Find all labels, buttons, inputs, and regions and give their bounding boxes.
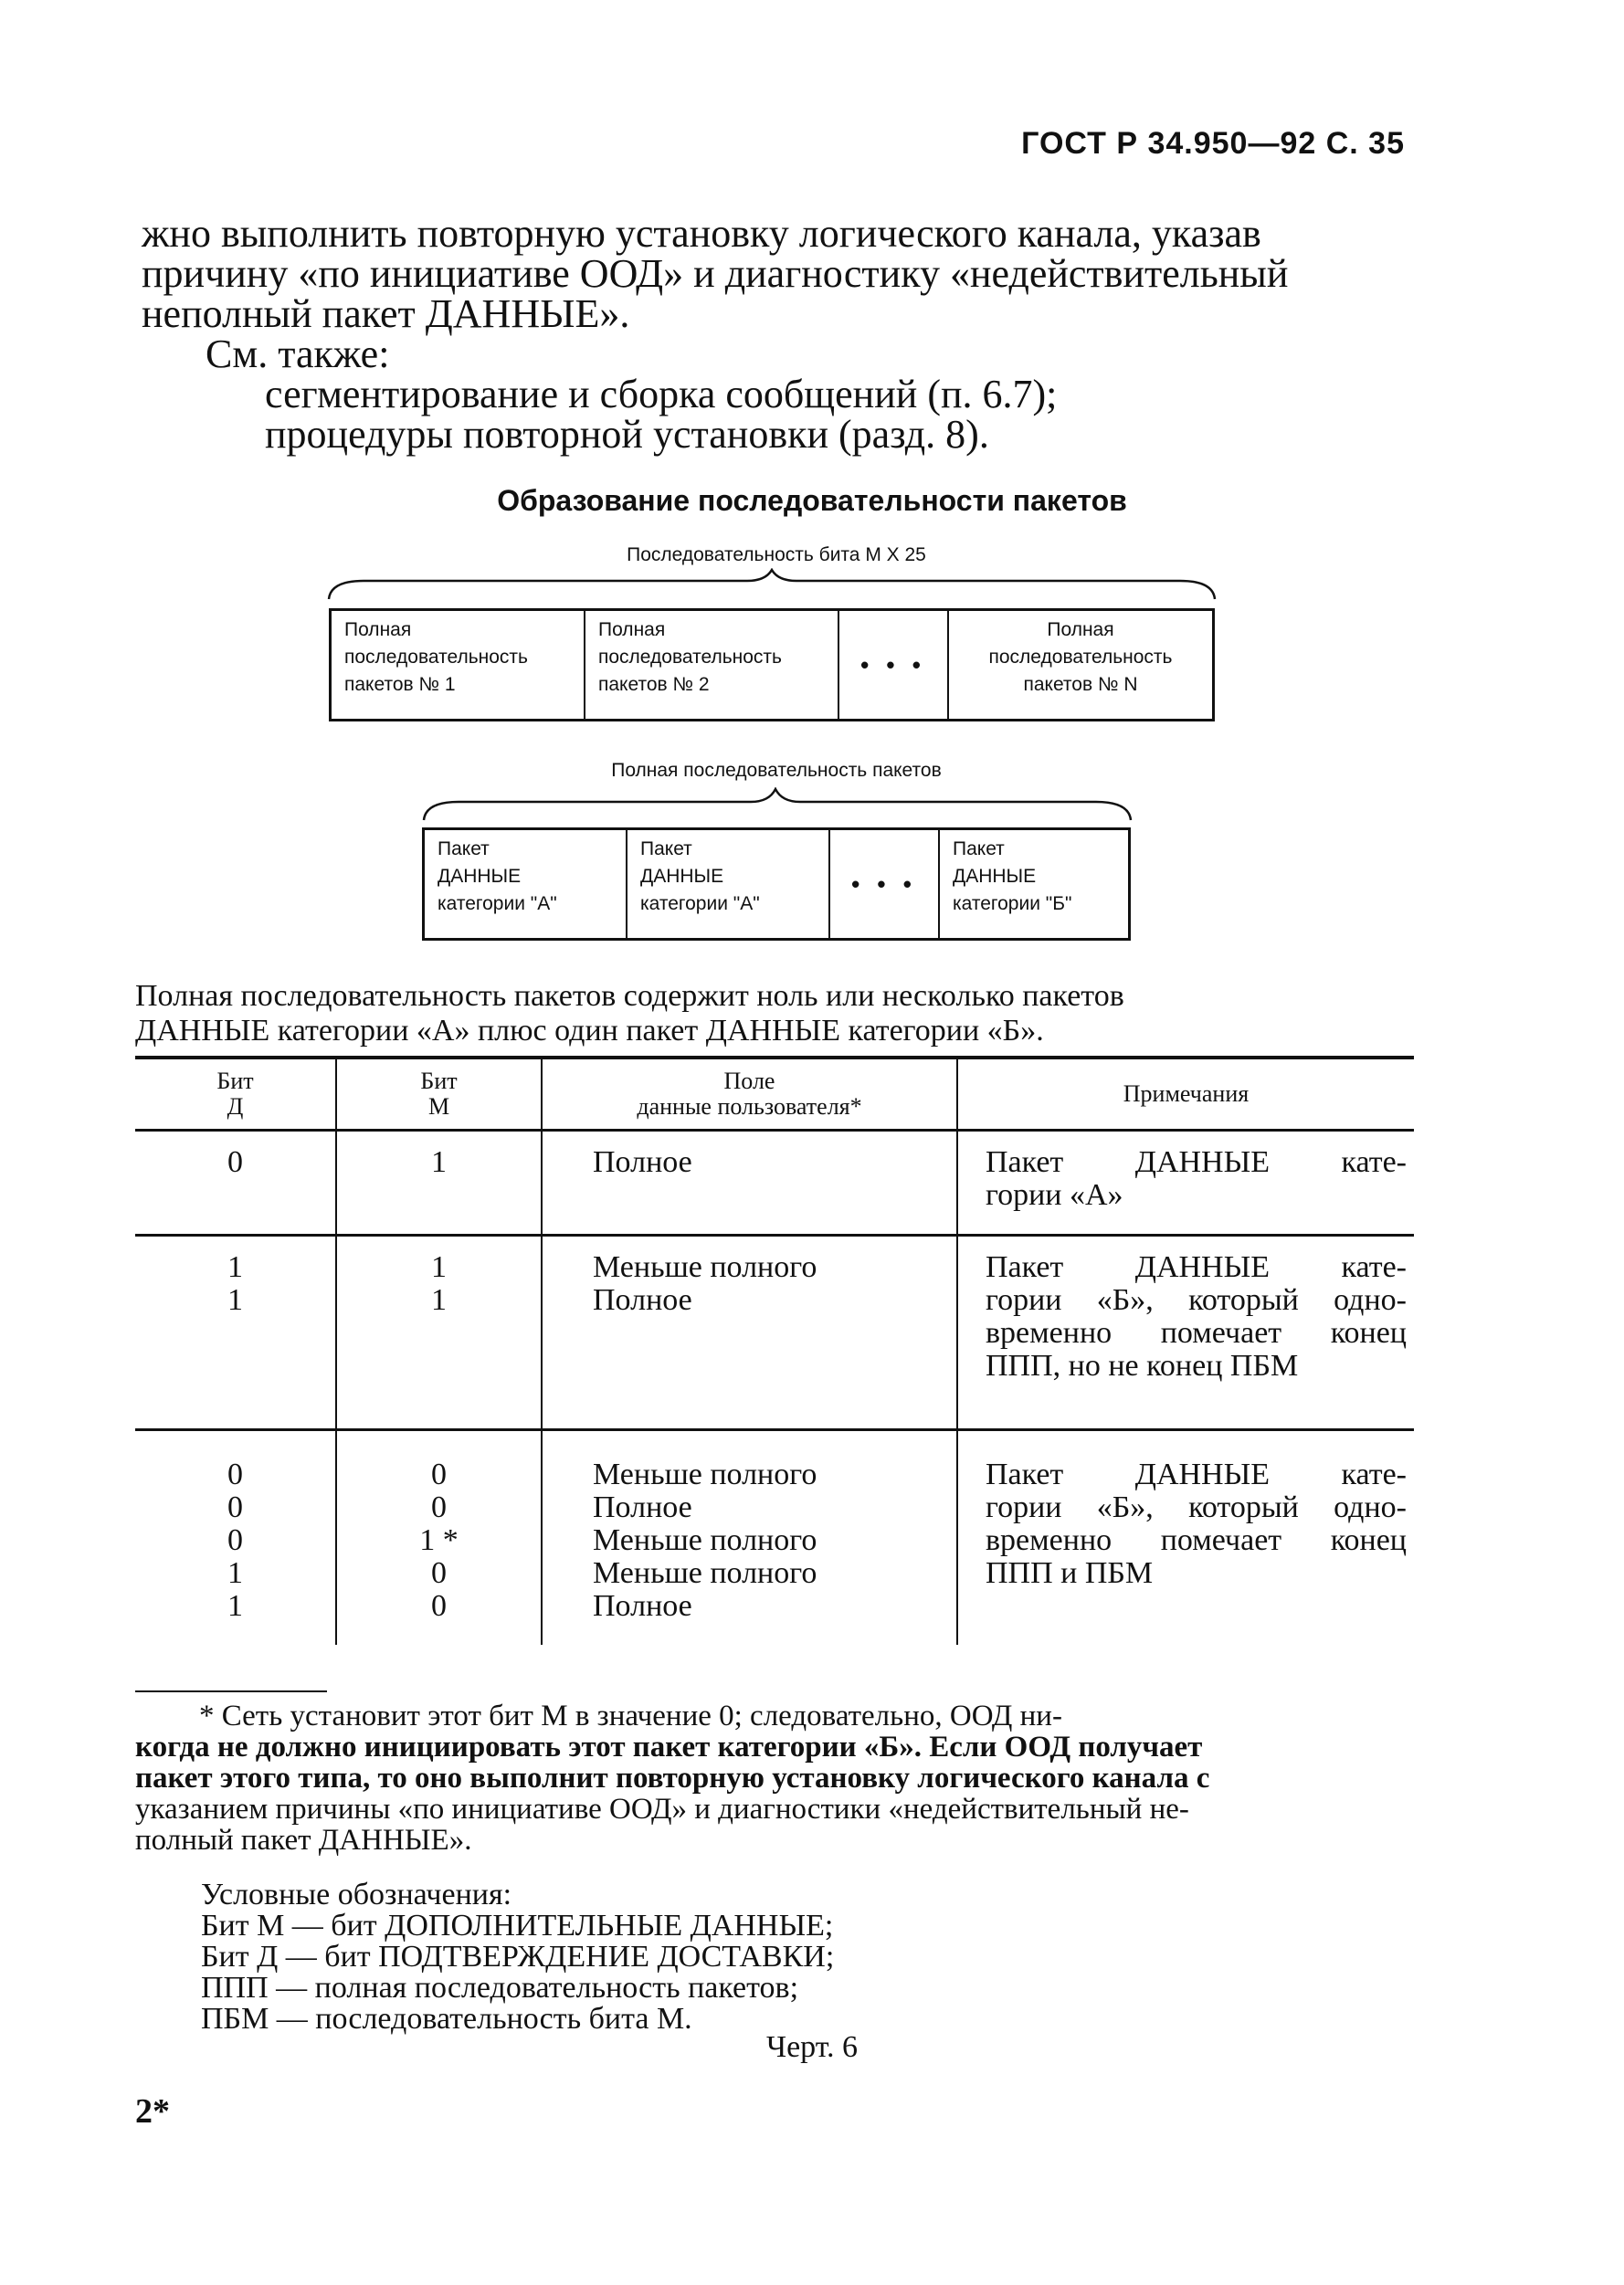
header-bit-d: Бит Д [135,1058,336,1131]
diagram2-boxes [422,827,1131,941]
legend-item: Бит Д — бит ПОДТВЕРЖДЕНИЕ ДОСТАВКИ; [201,1940,835,1974]
ellipsis-dots: • • • [839,611,949,719]
footnote-line: указанием причины «по инициативе ООД» и диагностики «недействительный не- [135,1793,1189,1826]
cell-note: Пакет ДАННЫЕ кате- гории «Б», который одно- временно помечает конец ППП и ПБМ [957,1430,1414,1646]
cell-bit-m: 0 0 1 * 0 0 [336,1430,542,1646]
footnote-rule [135,1690,327,1692]
legend-item: Бит М — бит ДОПОЛНИТЕЛЬНЫЕ ДАННЫЕ; [201,1909,834,1943]
header-notes: Примечания [957,1058,1414,1131]
ellipsis-dots: • • • [830,830,940,938]
intro-line: неполный пакет ДАННЫЕ». [142,291,630,336]
bits-table [135,1056,1414,1645]
section-title: Образование последовательности пакетов [497,484,1127,517]
table-row [135,1430,1414,1646]
diagram1-label: Последовательность бита М Х 25 [627,544,926,565]
legend-item: ПБМ — последовательность бита М. [201,2002,692,2036]
page-signature-mark: 2* [135,2092,170,2131]
summary-paragraph [135,979,1414,1048]
cell-user-data: Полное [542,1131,957,1236]
cell-bit-m: 1 [336,1131,542,1236]
cell-note: Пакет ДАННЫЕ кате- гории «А» [957,1131,1414,1236]
footnote-line: * Сеть установит этот бит М в значение 0; следовательно, ООД ни- [199,1700,1062,1732]
table-row [135,1236,1414,1430]
cell-user-data: Меньше полного Полное Меньше полного Меньше полного Полное [542,1430,957,1646]
cell-bit-d: 1 1 [135,1236,336,1430]
see-also-label: См. также: [206,332,390,376]
intro-paragraph [142,211,1420,457]
diagram1-cell: Полная последовательность пакетов № 2 [585,611,839,719]
header-bit-m: Бит М [336,1058,542,1131]
cell-note: Пакет ДАННЫЕ кате- гории «Б», который одно- временно помечает конец ППП, но не конец ПБМ [957,1236,1414,1430]
intro-line: причину «по инициативе ООД» и диагностику «недействительный [142,251,1289,296]
cell-bit-d: 0 0 0 1 1 [227,1458,243,1623]
diagram1-boxes [329,608,1215,721]
diagram2-cell: Пакет ДАННЫЕ категории "А" [425,830,627,938]
cell-user-data: Меньше полного Полное [542,1236,957,1430]
diagram2-cell: Пакет ДАННЫЕ категории "Б" [953,838,1072,914]
intro-line: жно выполнить повторную установку логического канала, указав [142,211,1261,256]
page-header: ГОСТ Р 34.950—92 С. 35 [1021,126,1405,161]
legend [201,1880,834,2035]
diagram1-cell: Полная последовательность пакетов № N [988,619,1173,695]
reference-item: сегментирование и сборка сообщений (п. 6.7); [265,372,1058,416]
figure-caption: Черт. 6 [765,2030,859,2064]
table-row [135,1131,1414,1236]
header-user-data: Поле данные пользователя* [542,1058,957,1131]
footnote [135,1701,1414,1856]
diagram2-brace [422,787,1133,824]
cell-bit-m: 1 1 [336,1236,542,1430]
diagram1-brace [327,568,1217,603]
cell-bit-d: 0 [135,1131,336,1236]
footnote-line: полный пакет ДАННЫЕ». [135,1824,472,1857]
diagram2-cell: Пакет ДАННЫЕ категории "А" [627,830,830,938]
summary-line: Полная последовательность пакетов содержит ноль или несколько пакетов [135,979,1124,1013]
legend-title: Условные обозначения: [201,1878,512,1911]
legend-item: ППП — полная последовательность пакетов; [201,1971,799,2005]
reference-item: процедуры повторной установки (разд. 8). [265,412,989,457]
footnote-line: пакет этого типа, то оно выполнит повторную установку логического канала с [135,1762,1210,1795]
diagram1-cell: Полная последовательность пакетов № 1 [332,611,585,719]
table-header-row [135,1058,1414,1131]
diagram2-label: Полная последовательность пакетов [611,760,942,781]
summary-line: ДАННЫЕ категории «А» плюс один пакет ДАННЫЕ категории «Б». [135,1014,1044,1048]
footnote-line: когда не должно инициировать этот пакет категории «Б». Если ООД получает [135,1731,1203,1764]
